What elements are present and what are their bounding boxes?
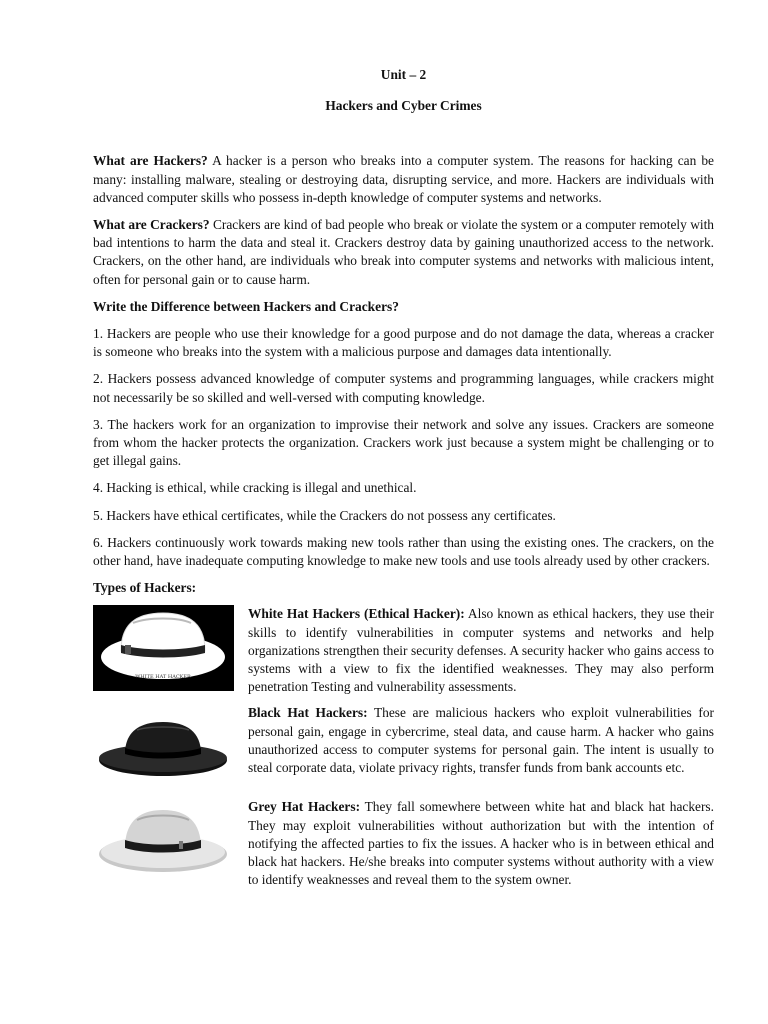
white-hat-image xyxy=(93,605,234,691)
difference-point: 1. Hackers are people who use their knowledge for a good purpose and do not damage the data, whereas a cracker is someone who breaks into the system with a malicious purpose and damages data intentionally. xyxy=(93,326,714,360)
document-title: Hackers and Cyber Crimes xyxy=(325,98,482,114)
grey-hat-text: They fall somewhere between white hat and black hat hackers. They may exploit vulnerabilities without authorization but with the intention of notifying the affected parties to fix the issues. A hacker who is in between ethical and black hat hackers. He/she breaks into computer systems without authority with a view to identify weaknesses and reveal them to the system owner. xyxy=(248,799,714,888)
grey-hat-section xyxy=(93,798,714,889)
unit-label: Unit – 2 xyxy=(380,67,427,82)
black-hat-image xyxy=(93,704,234,790)
grey-hat-term: Grey Hat Hackers: xyxy=(248,799,361,815)
white-hat-icon xyxy=(93,605,234,691)
types-heading: Types of Hackers: xyxy=(93,580,197,596)
black-hat-text: These are malicious hackers who exploit vulnerabilities for personal gain, engage in cybercrime, steal data, and cause harm. A hacker who gains unauthorized access to computer systems for personal gain. The intent is usually to steal corporate data, violate privacy rights, transfer funds from bank accounts etc. xyxy=(248,705,714,776)
crackers-text: Crackers are kind of bad people who break or violate the system or a computer remotely with bad intentions to harm the data and steal it. Crackers destroy data by gaining unauthorized access to the network. Crackers, on the other hand, are individuals who break into computer systems and networks with malicious intent, often for personal gain or to cause harm. xyxy=(93,217,714,287)
black-hat-term: Black Hat Hackers: xyxy=(248,705,368,721)
black-hat-icon xyxy=(93,704,234,790)
hackers-term: What are Hackers? xyxy=(93,153,208,169)
grey-hat-image xyxy=(93,798,234,884)
white-hat-caption: WHITE HAT HACKER xyxy=(135,674,191,681)
difference-point: 3. The hackers work for an organization to improvise their network and solve any issues. Crackers are someone from whom the hacker protects the organization. Crackers work just because a system might be challenging or to get illegal gains. xyxy=(93,416,714,469)
black-hat-text-block xyxy=(248,704,714,777)
difference-heading: Write the Difference between Hackers and Crackers? xyxy=(93,298,399,314)
white-hat-term: White Hat Hackers (Ethical Hacker): xyxy=(248,606,465,622)
difference-point: 2. Hackers possess advanced knowledge of computer systems and programming languages, while crackers might not necessarily be so skilled and well-versed with computing knowledge. xyxy=(93,371,714,405)
white-hat-text-block xyxy=(248,605,714,696)
difference-point: 6. Hackers continuously work towards making new tools rather than using the existing ones. The crackers, on the other hand, have inadequate computing knowledge to make new tools and use tools already used by other crackers. xyxy=(93,534,714,569)
white-hat-text: Also known as ethical hackers, they use their skills to identify vulnerabilities in computer systems and networks and help organizations strengthen their security defenses. A security hacker who gains access to systems with a view to fix the identified weaknesses. They may also perform penetration Testing and vulnerability assessments. xyxy=(248,606,714,695)
grey-hat-icon xyxy=(93,798,234,884)
grey-hat-text-block xyxy=(248,798,714,889)
crackers-paragraph xyxy=(93,216,714,289)
difference-point: 4. Hacking is ethical, while cracking is illegal and unethical. xyxy=(93,480,417,496)
document-page xyxy=(93,66,714,890)
difference-point: 5. Hackers have ethical certificates, while the Crackers do not possess any certificates. xyxy=(93,507,556,523)
hackers-text: A hacker is a person who breaks into a computer system. The reasons for hacking can be many: installing malware, stealing or destroying data, disrupting service, and more. Hackers are individuals with advanced computer skills who possess in-depth knowledge of computer systems and networks. xyxy=(93,153,714,205)
hackers-paragraph xyxy=(93,152,714,207)
crackers-term: What are Crackers? xyxy=(93,217,210,233)
black-hat-section xyxy=(93,704,714,790)
white-hat-section xyxy=(93,605,714,696)
